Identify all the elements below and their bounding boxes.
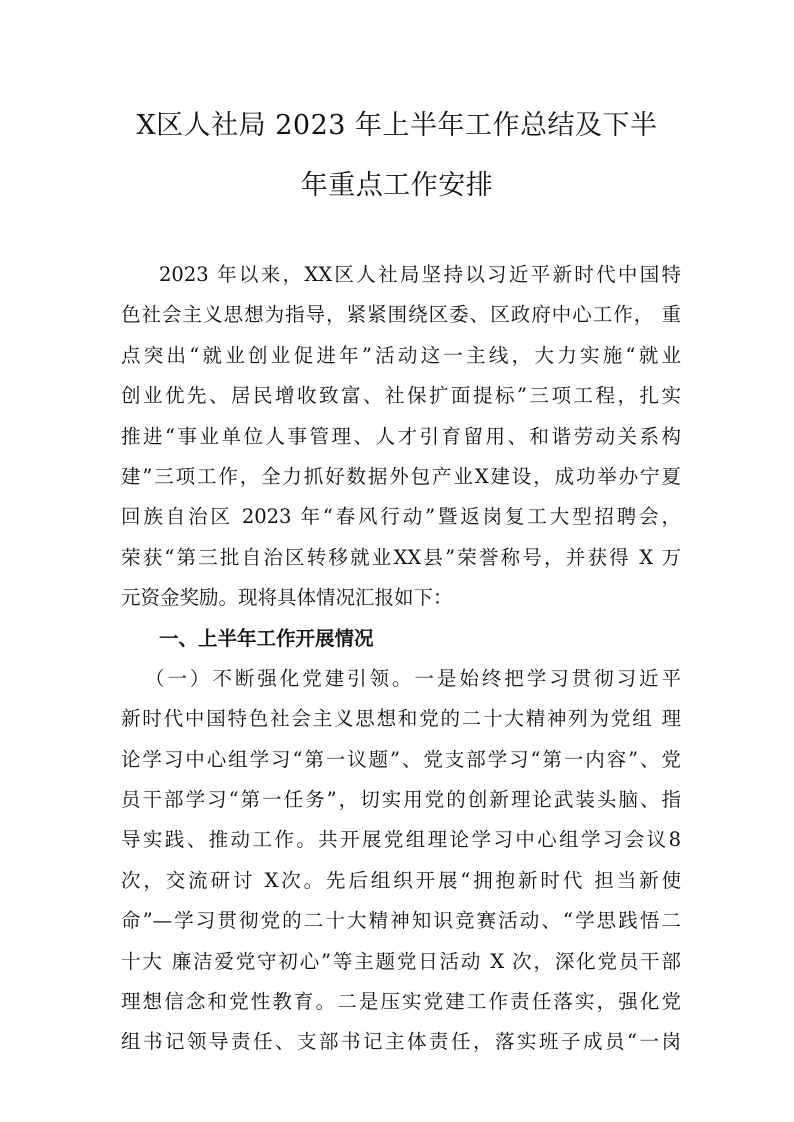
intro-line: 元资金奖励。现将具体情况汇报如下： — [121, 586, 453, 610]
subsection-line: （一）不断强化党建引领。一是始终把学习贯彻习近平 — [145, 666, 681, 690]
intro-line: 点突出“就业创业促进年”活动这一主线，大力实施“就业 — [121, 343, 681, 367]
subsection-line: 组书记领导责任、支部书记主体责任，落实班子成员“一岗 — [121, 1030, 681, 1054]
intro-line: 创业优先、居民增收致富、社保扩面提标”三项工程，扎实 — [121, 384, 681, 408]
subsection-line: 新时代中国特色社会主义思想和党的二十大精神列为党组 理 — [121, 707, 681, 731]
subsection-line: 十大 廉洁爱党守初心”等主题党日活动 X 次，深化党员干部 — [121, 949, 681, 973]
document-title-line-2: 年重点工作安排 — [300, 170, 494, 201]
document-body — [121, 255, 681, 1063]
intro-line: 色社会主义思想为指导，紧紧围绕区委、区政府中心工作， 重 — [121, 303, 681, 327]
subsection-line: 论学习中心组学习“第一议题”、党支部学习“第一内容”、党 — [121, 747, 681, 771]
intro-line: 荣获“第三批自治区转移就业XX县”荣誉称号，并获得 X 万 — [121, 545, 681, 569]
intro-line: 回族自治区 2023 年“春风行动”暨返岗复工大型招聘会， — [121, 505, 681, 529]
intro-line: 推进“事业单位人事管理、人才引育留用、和谐劳动关系构 — [121, 424, 681, 448]
subsection-line: 命”—学习贯彻党的二十大精神知识竞赛活动、“学思践悟二 — [121, 909, 681, 933]
intro-line: 2023 年以来，XX区人社局坚持以习近平新时代中国特 — [159, 263, 681, 286]
document-title-line-1: X区人社局 2023 年上半年工作总结及下半 — [136, 110, 658, 141]
subsection-line: 理想信念和党性教育。二是压实党建工作责任落实，强化党 — [121, 990, 681, 1014]
subsection-line: 次，交流研讨 X次。先后组织开展“拥抱新时代 担当新使 — [121, 868, 681, 892]
subsection-line: 员干部学习“第一任务”，切实用党的创新理论武装头脑、指 — [121, 788, 681, 812]
intro-line: 建”三项工作，全力抓好数据外包产业X建设，成功举办宁夏 — [121, 464, 681, 488]
section-heading: 一、上半年工作开展情况 — [159, 626, 374, 650]
subsection-line: 导实践、推动工作。共开展党组理论学习中心组学习会议8 — [121, 828, 681, 852]
